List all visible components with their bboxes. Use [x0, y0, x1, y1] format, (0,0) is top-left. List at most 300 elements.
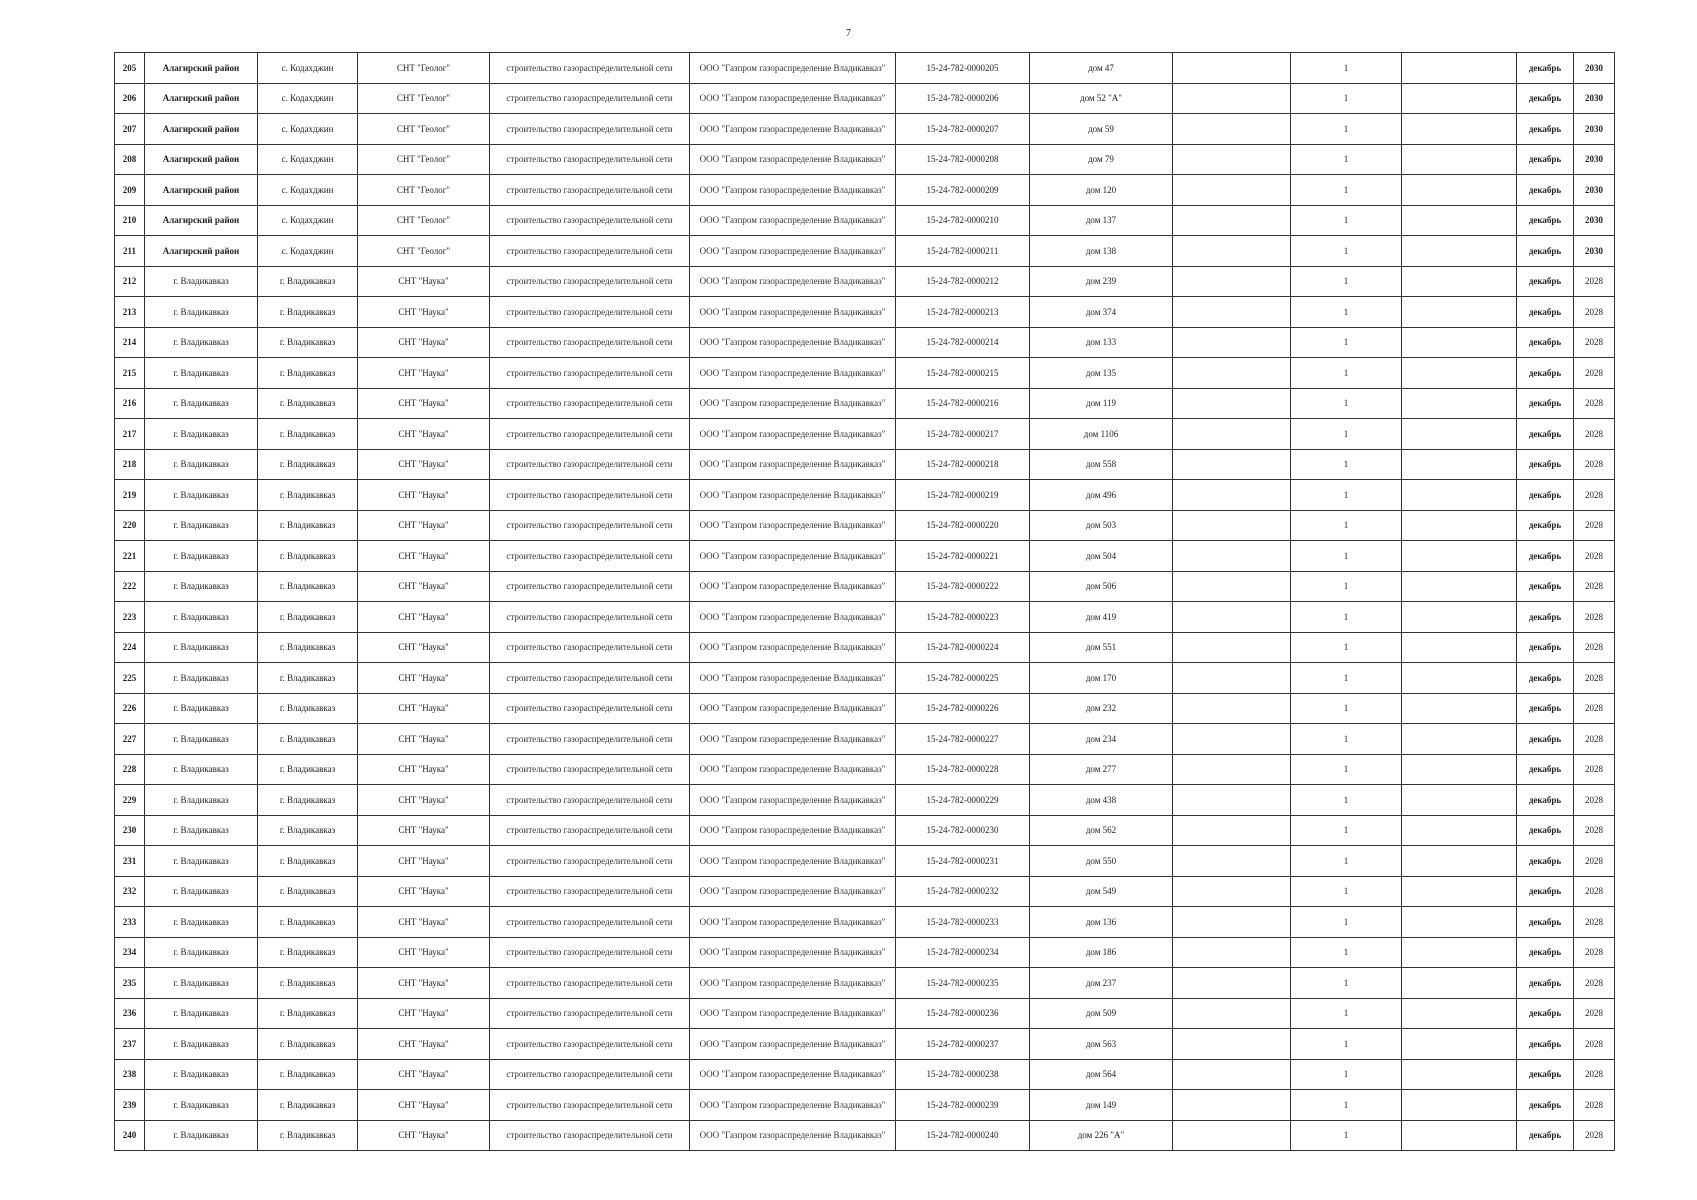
address-cell: дом 549	[1030, 876, 1173, 907]
quantity-cell: 1	[1291, 602, 1402, 633]
district-cell: г. Владикавказ	[145, 480, 258, 511]
table-row	[115, 510, 1615, 541]
table-row	[115, 83, 1615, 114]
address-cell: дом 506	[1030, 571, 1173, 602]
empty-cell	[1402, 663, 1517, 694]
empty-cell	[1402, 266, 1517, 297]
snt-cell: СНТ "Наука"	[358, 754, 490, 785]
table-row	[115, 1120, 1615, 1151]
object-code-cell: 15-24-782-0000210	[896, 205, 1030, 236]
empty-cell	[1402, 480, 1517, 511]
empty-cell	[1402, 236, 1517, 267]
month-cell: декабрь	[1517, 419, 1574, 450]
address-cell: дом 232	[1030, 693, 1173, 724]
year-cell: 2028	[1574, 1090, 1615, 1121]
table-row	[115, 266, 1615, 297]
row-number-cell: 225	[115, 663, 145, 694]
empty-cell	[1402, 693, 1517, 724]
empty-cell	[1173, 297, 1291, 328]
company-cell: ООО "Газпром газораспределение Владикавказ"	[690, 602, 896, 633]
settlement-cell: г. Владикавказ	[258, 1029, 358, 1060]
object-type-cell: строительство газораспределительной сети	[490, 968, 690, 999]
table-row	[115, 907, 1615, 938]
table-row	[115, 388, 1615, 419]
address-cell: дом 564	[1030, 1059, 1173, 1090]
quantity-cell: 1	[1291, 785, 1402, 816]
address-cell: дом 438	[1030, 785, 1173, 816]
table-row	[115, 785, 1615, 816]
empty-cell	[1402, 419, 1517, 450]
empty-cell	[1402, 602, 1517, 633]
company-cell: ООО "Газпром газораспределение Владикавказ"	[690, 175, 896, 206]
empty-cell	[1173, 419, 1291, 450]
quantity-cell: 1	[1291, 205, 1402, 236]
snt-cell: СНТ "Наука"	[358, 663, 490, 694]
quantity-cell: 1	[1291, 144, 1402, 175]
quantity-cell: 1	[1291, 876, 1402, 907]
year-cell: 2028	[1574, 602, 1615, 633]
address-cell: дом 1106	[1030, 419, 1173, 450]
empty-cell	[1173, 663, 1291, 694]
object-code-cell: 15-24-782-0000209	[896, 175, 1030, 206]
month-cell: декабрь	[1517, 53, 1574, 84]
company-cell: ООО "Газпром газораспределение Владикавказ"	[690, 1120, 896, 1151]
table-row	[115, 236, 1615, 267]
row-number-cell: 224	[115, 632, 145, 663]
settlement-cell: г. Владикавказ	[258, 1090, 358, 1121]
row-number-cell: 229	[115, 785, 145, 816]
row-number-cell: 213	[115, 297, 145, 328]
year-cell: 2030	[1574, 144, 1615, 175]
table-row	[115, 998, 1615, 1029]
year-cell: 2028	[1574, 358, 1615, 389]
row-number-cell: 226	[115, 693, 145, 724]
year-cell: 2030	[1574, 53, 1615, 84]
table-row	[115, 297, 1615, 328]
settlement-cell: г. Владикавказ	[258, 663, 358, 694]
row-number-cell: 215	[115, 358, 145, 389]
empty-cell	[1402, 937, 1517, 968]
company-cell: ООО "Газпром газораспределение Владикавказ"	[690, 510, 896, 541]
company-cell: ООО "Газпром газораспределение Владикавказ"	[690, 297, 896, 328]
month-cell: декабрь	[1517, 907, 1574, 938]
empty-cell	[1173, 175, 1291, 206]
empty-cell	[1173, 388, 1291, 419]
settlement-cell: г. Владикавказ	[258, 297, 358, 328]
address-cell: дом 558	[1030, 449, 1173, 480]
table-row	[115, 480, 1615, 511]
empty-cell	[1173, 754, 1291, 785]
table-row	[115, 419, 1615, 450]
table-row	[115, 1029, 1615, 1060]
year-cell: 2028	[1574, 297, 1615, 328]
address-cell: дом 496	[1030, 480, 1173, 511]
address-cell: дом 170	[1030, 663, 1173, 694]
empty-cell	[1402, 327, 1517, 358]
address-cell: дом 562	[1030, 815, 1173, 846]
quantity-cell: 1	[1291, 541, 1402, 572]
company-cell: ООО "Газпром газораспределение Владикавказ"	[690, 236, 896, 267]
settlement-cell: с. Кодахджин	[258, 205, 358, 236]
table-row	[115, 1090, 1615, 1121]
row-number-cell: 228	[115, 754, 145, 785]
object-code-cell: 15-24-782-0000240	[896, 1120, 1030, 1151]
district-cell: Алагирский район	[145, 236, 258, 267]
empty-cell	[1173, 968, 1291, 999]
object-code-cell: 15-24-782-0000214	[896, 327, 1030, 358]
empty-cell	[1173, 846, 1291, 877]
address-cell: дом 119	[1030, 388, 1173, 419]
row-number-cell: 221	[115, 541, 145, 572]
month-cell: декабрь	[1517, 724, 1574, 755]
table-row	[115, 663, 1615, 694]
year-cell: 2030	[1574, 236, 1615, 267]
row-number-cell: 208	[115, 144, 145, 175]
year-cell: 2030	[1574, 83, 1615, 114]
table-row	[115, 724, 1615, 755]
empty-cell	[1173, 449, 1291, 480]
district-cell: г. Владикавказ	[145, 693, 258, 724]
year-cell: 2028	[1574, 1120, 1615, 1151]
district-cell: г. Владикавказ	[145, 388, 258, 419]
object-code-cell: 15-24-782-0000226	[896, 693, 1030, 724]
district-cell: г. Владикавказ	[145, 998, 258, 1029]
year-cell: 2028	[1574, 1029, 1615, 1060]
object-type-cell: строительство газораспределительной сети	[490, 998, 690, 1029]
object-code-cell: 15-24-782-0000238	[896, 1059, 1030, 1090]
month-cell: декабрь	[1517, 236, 1574, 267]
empty-cell	[1402, 541, 1517, 572]
settlement-cell: г. Владикавказ	[258, 510, 358, 541]
month-cell: декабрь	[1517, 754, 1574, 785]
table-row	[115, 693, 1615, 724]
company-cell: ООО "Газпром газораспределение Владикавказ"	[690, 541, 896, 572]
district-cell: г. Владикавказ	[145, 602, 258, 633]
row-number-cell: 209	[115, 175, 145, 206]
address-cell: дом 135	[1030, 358, 1173, 389]
month-cell: декабрь	[1517, 693, 1574, 724]
empty-cell	[1402, 571, 1517, 602]
object-type-cell: строительство газораспределительной сети	[490, 114, 690, 145]
empty-cell	[1402, 1029, 1517, 1060]
empty-cell	[1173, 602, 1291, 633]
settlement-cell: г. Владикавказ	[258, 876, 358, 907]
row-number-cell: 217	[115, 419, 145, 450]
empty-cell	[1402, 632, 1517, 663]
year-cell: 2028	[1574, 266, 1615, 297]
year-cell: 2028	[1574, 907, 1615, 938]
snt-cell: СНТ "Наука"	[358, 1090, 490, 1121]
settlement-cell: г. Владикавказ	[258, 632, 358, 663]
table-row	[115, 815, 1615, 846]
district-cell: г. Владикавказ	[145, 449, 258, 480]
object-code-cell: 15-24-782-0000234	[896, 937, 1030, 968]
empty-cell	[1402, 144, 1517, 175]
row-number-cell: 235	[115, 968, 145, 999]
empty-cell	[1402, 754, 1517, 785]
empty-cell	[1173, 236, 1291, 267]
month-cell: декабрь	[1517, 785, 1574, 816]
row-number-cell: 210	[115, 205, 145, 236]
company-cell: ООО "Газпром газораспределение Владикавказ"	[690, 876, 896, 907]
object-type-cell: строительство газораспределительной сети	[490, 83, 690, 114]
company-cell: ООО "Газпром газораспределение Владикавказ"	[690, 815, 896, 846]
quantity-cell: 1	[1291, 175, 1402, 206]
quantity-cell: 1	[1291, 968, 1402, 999]
quantity-cell: 1	[1291, 907, 1402, 938]
quantity-cell: 1	[1291, 1059, 1402, 1090]
snt-cell: СНТ "Наука"	[358, 968, 490, 999]
snt-cell: СНТ "Наука"	[358, 632, 490, 663]
quantity-cell: 1	[1291, 693, 1402, 724]
month-cell: декабрь	[1517, 937, 1574, 968]
row-number-cell: 237	[115, 1029, 145, 1060]
empty-cell	[1402, 388, 1517, 419]
object-type-cell: строительство газораспределительной сети	[490, 693, 690, 724]
snt-cell: СНТ "Наука"	[358, 266, 490, 297]
settlement-cell: г. Владикавказ	[258, 480, 358, 511]
year-cell: 2028	[1574, 541, 1615, 572]
object-code-cell: 15-24-782-0000230	[896, 815, 1030, 846]
snt-cell: СНТ "Наука"	[358, 693, 490, 724]
object-type-cell: строительство газораспределительной сети	[490, 175, 690, 206]
settlement-cell: г. Владикавказ	[258, 358, 358, 389]
district-cell: г. Владикавказ	[145, 297, 258, 328]
object-code-cell: 15-24-782-0000218	[896, 449, 1030, 480]
object-code-cell: 15-24-782-0000215	[896, 358, 1030, 389]
month-cell: декабрь	[1517, 876, 1574, 907]
quantity-cell: 1	[1291, 998, 1402, 1029]
table-row	[115, 358, 1615, 389]
settlement-cell: с. Кодахджин	[258, 53, 358, 84]
quantity-cell: 1	[1291, 846, 1402, 877]
empty-cell	[1173, 693, 1291, 724]
month-cell: декабрь	[1517, 358, 1574, 389]
row-number-cell: 238	[115, 1059, 145, 1090]
month-cell: декабрь	[1517, 175, 1574, 206]
object-code-cell: 15-24-782-0000228	[896, 754, 1030, 785]
district-cell: Алагирский район	[145, 114, 258, 145]
object-type-cell: строительство газораспределительной сети	[490, 53, 690, 84]
empty-cell	[1402, 998, 1517, 1029]
district-cell: г. Владикавказ	[145, 571, 258, 602]
snt-cell: СНТ "Геолог"	[358, 175, 490, 206]
district-cell: г. Владикавказ	[145, 327, 258, 358]
month-cell: декабрь	[1517, 1029, 1574, 1060]
snt-cell: СНТ "Наука"	[358, 541, 490, 572]
month-cell: декабрь	[1517, 815, 1574, 846]
object-code-cell: 15-24-782-0000216	[896, 388, 1030, 419]
empty-cell	[1173, 266, 1291, 297]
page-number: 7	[846, 28, 851, 39]
snt-cell: СНТ "Наука"	[358, 846, 490, 877]
object-type-cell: строительство газораспределительной сети	[490, 419, 690, 450]
settlement-cell: г. Владикавказ	[258, 937, 358, 968]
district-cell: г. Владикавказ	[145, 754, 258, 785]
object-type-cell: строительство газораспределительной сети	[490, 785, 690, 816]
object-type-cell: строительство газораспределительной сети	[490, 510, 690, 541]
year-cell: 2028	[1574, 998, 1615, 1029]
company-cell: ООО "Газпром газораспределение Владикавказ"	[690, 1059, 896, 1090]
row-number-cell: 220	[115, 510, 145, 541]
row-number-cell: 214	[115, 327, 145, 358]
row-number-cell: 216	[115, 388, 145, 419]
object-type-cell: строительство газораспределительной сети	[490, 541, 690, 572]
row-number-cell: 232	[115, 876, 145, 907]
empty-cell	[1173, 632, 1291, 663]
address-cell: дом 277	[1030, 754, 1173, 785]
company-cell: ООО "Газпром газораспределение Владикавказ"	[690, 358, 896, 389]
quantity-cell: 1	[1291, 480, 1402, 511]
company-cell: ООО "Газпром газораспределение Владикавказ"	[690, 937, 896, 968]
month-cell: декабрь	[1517, 602, 1574, 633]
settlement-cell: г. Владикавказ	[258, 968, 358, 999]
object-code-cell: 15-24-782-0000213	[896, 297, 1030, 328]
month-cell: декабрь	[1517, 998, 1574, 1029]
district-cell: г. Владикавказ	[145, 419, 258, 450]
year-cell: 2028	[1574, 876, 1615, 907]
object-code-cell: 15-24-782-0000233	[896, 907, 1030, 938]
settlement-cell: г. Владикавказ	[258, 419, 358, 450]
address-cell: дом 504	[1030, 541, 1173, 572]
empty-cell	[1173, 83, 1291, 114]
empty-cell	[1173, 327, 1291, 358]
quantity-cell: 1	[1291, 571, 1402, 602]
settlement-cell: г. Владикавказ	[258, 998, 358, 1029]
quantity-cell: 1	[1291, 388, 1402, 419]
object-code-cell: 15-24-782-0000219	[896, 480, 1030, 511]
object-code-cell: 15-24-782-0000236	[896, 998, 1030, 1029]
object-code-cell: 15-24-782-0000227	[896, 724, 1030, 755]
object-code-cell: 15-24-782-0000223	[896, 602, 1030, 633]
company-cell: ООО "Газпром газораспределение Владикавказ"	[690, 114, 896, 145]
empty-cell	[1173, 510, 1291, 541]
snt-cell: СНТ "Наука"	[358, 785, 490, 816]
address-cell: дом 226 "А"	[1030, 1120, 1173, 1151]
district-cell: г. Владикавказ	[145, 937, 258, 968]
empty-cell	[1402, 358, 1517, 389]
district-cell: г. Владикавказ	[145, 1120, 258, 1151]
empty-cell	[1173, 724, 1291, 755]
empty-cell	[1402, 53, 1517, 84]
address-cell: дом 509	[1030, 998, 1173, 1029]
month-cell: декабрь	[1517, 388, 1574, 419]
row-number-cell: 236	[115, 998, 145, 1029]
district-cell: г. Владикавказ	[145, 266, 258, 297]
company-cell: ООО "Газпром газораспределение Владикавказ"	[690, 754, 896, 785]
month-cell: декабрь	[1517, 663, 1574, 694]
object-type-cell: строительство газораспределительной сети	[490, 1090, 690, 1121]
empty-cell	[1402, 1059, 1517, 1090]
district-cell: Алагирский район	[145, 144, 258, 175]
settlement-cell: г. Владикавказ	[258, 846, 358, 877]
table-row	[115, 937, 1615, 968]
company-cell: ООО "Газпром газораспределение Владикавказ"	[690, 907, 896, 938]
row-number-cell: 230	[115, 815, 145, 846]
quantity-cell: 1	[1291, 114, 1402, 145]
company-cell: ООО "Газпром газораспределение Владикавказ"	[690, 968, 896, 999]
empty-cell	[1173, 480, 1291, 511]
table-row	[115, 602, 1615, 633]
table-row	[115, 968, 1615, 999]
settlement-cell: г. Владикавказ	[258, 693, 358, 724]
snt-cell: СНТ "Наука"	[358, 907, 490, 938]
object-code-cell: 15-24-782-0000220	[896, 510, 1030, 541]
snt-cell: СНТ "Наука"	[358, 419, 490, 450]
quantity-cell: 1	[1291, 510, 1402, 541]
district-cell: г. Владикавказ	[145, 632, 258, 663]
object-type-cell: строительство газораспределительной сети	[490, 388, 690, 419]
object-type-cell: строительство газораспределительной сети	[490, 205, 690, 236]
quantity-cell: 1	[1291, 236, 1402, 267]
address-cell: дом 47	[1030, 53, 1173, 84]
month-cell: декабрь	[1517, 480, 1574, 511]
address-cell: дом 120	[1030, 175, 1173, 206]
object-code-cell: 15-24-782-0000217	[896, 419, 1030, 450]
settlement-cell: г. Владикавказ	[258, 1059, 358, 1090]
empty-cell	[1173, 937, 1291, 968]
month-cell: декабрь	[1517, 632, 1574, 663]
object-code-cell: 15-24-782-0000211	[896, 236, 1030, 267]
company-cell: ООО "Газпром газораспределение Владикавказ"	[690, 846, 896, 877]
row-number-cell: 207	[115, 114, 145, 145]
object-type-cell: строительство газораспределительной сети	[490, 571, 690, 602]
company-cell: ООО "Газпром газораспределение Владикавказ"	[690, 480, 896, 511]
month-cell: декабрь	[1517, 968, 1574, 999]
district-cell: г. Владикавказ	[145, 815, 258, 846]
empty-cell	[1173, 785, 1291, 816]
settlement-cell: г. Владикавказ	[258, 327, 358, 358]
quantity-cell: 1	[1291, 663, 1402, 694]
year-cell: 2028	[1574, 693, 1615, 724]
settlement-cell: с. Кодахджин	[258, 236, 358, 267]
empty-cell	[1402, 785, 1517, 816]
settlement-cell: г. Владикавказ	[258, 541, 358, 572]
snt-cell: СНТ "Наука"	[358, 297, 490, 328]
empty-cell	[1402, 1120, 1517, 1151]
quantity-cell: 1	[1291, 449, 1402, 480]
table-row	[115, 632, 1615, 663]
row-number-cell: 219	[115, 480, 145, 511]
empty-cell	[1173, 1029, 1291, 1060]
year-cell: 2028	[1574, 632, 1615, 663]
settlement-cell: г. Владикавказ	[258, 388, 358, 419]
snt-cell: СНТ "Геолог"	[358, 236, 490, 267]
object-type-cell: строительство газораспределительной сети	[490, 754, 690, 785]
object-code-cell: 15-24-782-0000206	[896, 83, 1030, 114]
year-cell: 2028	[1574, 449, 1615, 480]
object-type-cell: строительство газораспределительной сети	[490, 1059, 690, 1090]
address-cell: дом 563	[1030, 1029, 1173, 1060]
snt-cell: СНТ "Наука"	[358, 876, 490, 907]
object-type-cell: строительство газораспределительной сети	[490, 815, 690, 846]
empty-cell	[1173, 998, 1291, 1029]
object-code-cell: 15-24-782-0000222	[896, 571, 1030, 602]
table-row	[115, 53, 1615, 84]
empty-cell	[1402, 815, 1517, 846]
empty-cell	[1173, 541, 1291, 572]
month-cell: декабрь	[1517, 510, 1574, 541]
district-cell: Алагирский район	[145, 205, 258, 236]
settlement-cell: г. Владикавказ	[258, 266, 358, 297]
address-cell: дом 234	[1030, 724, 1173, 755]
empty-cell	[1173, 205, 1291, 236]
district-cell: Алагирский район	[145, 53, 258, 84]
quantity-cell: 1	[1291, 419, 1402, 450]
empty-cell	[1402, 907, 1517, 938]
settlement-cell: с. Кодахджин	[258, 144, 358, 175]
address-cell: дом 52 "А"	[1030, 83, 1173, 114]
